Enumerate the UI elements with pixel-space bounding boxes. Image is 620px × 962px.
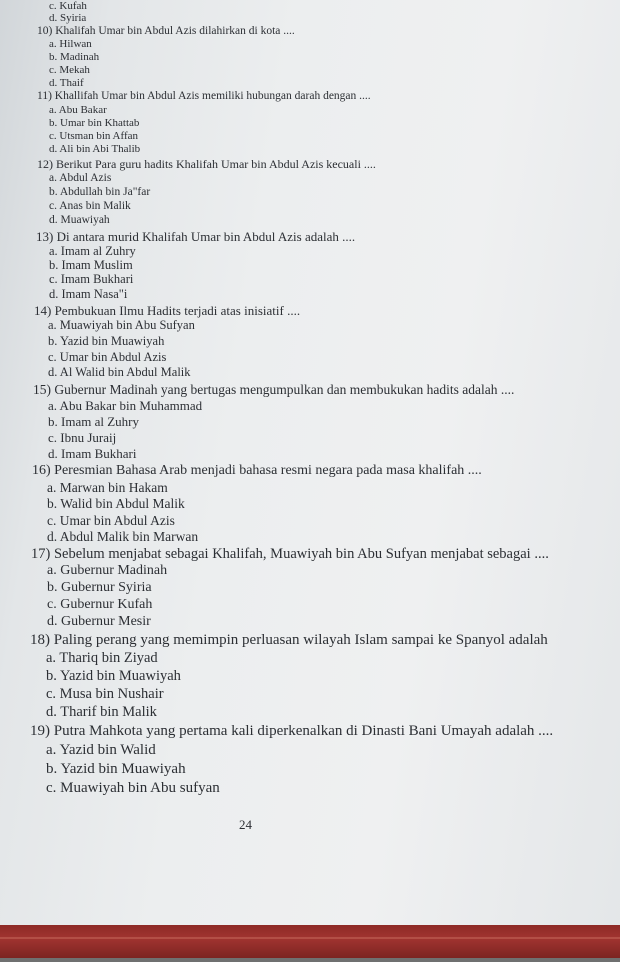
question-18: 18) Paling perang yang memimpin perluasan wilayah Islam sampai ke Spanyol adalah <box>30 632 548 648</box>
option-17c: c. Gubernur Kufah <box>46 597 153 612</box>
option-11c: c. Utsman bin Affan <box>48 130 139 142</box>
question-10: 10) Khalifah Umar bin Abdul Azis dilahirkan di kota .... <box>36 25 295 37</box>
background-floor <box>0 925 620 958</box>
option-18b: b. Yazid bin Muawiyah <box>46 668 181 684</box>
option-13a: a. Imam al Zuhry <box>48 244 136 258</box>
option-16c: c. Umar bin Abdul Azis <box>46 513 175 528</box>
option-9c: c. Kufah <box>49 0 87 12</box>
option-15a: a. Abu Bakar bin Muhammad <box>48 398 203 413</box>
option-17a: a. Gubernur Madinah <box>47 563 168 578</box>
question-12: 12) Berikut Para guru hadits Khalifah Umar bin Abdul Azis kecuali .... <box>37 157 376 171</box>
option-10d: d. Thaif <box>48 77 84 89</box>
option-15c: c. Ibnu Juraij <box>48 430 117 445</box>
question-13: 13) Di antara murid Khalifah Umar bin Abdul Azis adalah .... <box>36 229 356 244</box>
option-11b: b. Umar bin Khattab <box>48 117 140 129</box>
option-16d: d. Abdul Malik bin Marwan <box>47 529 199 544</box>
option-10b: b. Madinah <box>48 51 100 64</box>
option-12d: d. Muawiyah <box>49 214 110 226</box>
question-14: 14) Pembukuan Ilmu Hadits terjadi atas inisiatif .... <box>33 303 301 318</box>
option-19c: c. Muawiyah bin Abu sufyan <box>46 780 220 796</box>
option-15d: d. Imam Bukhari <box>47 446 137 461</box>
option-16b: b. Walid bin Abdul Malik <box>47 496 185 511</box>
option-11d: d. Ali bin Abi Thalib <box>49 143 141 155</box>
option-13d: d. Imam Nasa"i <box>48 287 128 301</box>
option-17d: d. Gubernur Mesir <box>47 614 151 629</box>
option-18a: a. Thariq bin Ziyad <box>45 650 158 666</box>
page-number: 24 <box>239 817 253 832</box>
option-11a: a. Abu Bakar <box>49 104 107 116</box>
option-13c: c. Imam Bukhari <box>48 272 134 286</box>
option-10c: c. Mekah <box>49 63 90 76</box>
option-12b: b. Abdullah bin Ja"far <box>48 186 151 198</box>
question-16: 16) Peresmian Bahasa Arab menjadi bahasa resmi negara pada masa khalifah .... <box>31 463 482 478</box>
option-18c: c. Musa bin Nushair <box>45 686 164 702</box>
question-15: 15) Gubernur Madinah yang bertugas mengumpulkan dan membukukan hadits adalah .... <box>32 382 515 397</box>
option-9d: d. Syiria <box>49 12 87 24</box>
option-13b: b. Imam Muslim <box>48 258 133 272</box>
option-12a: a. Abdul Azis <box>48 172 112 184</box>
option-14a: a. Muawiyah bin Abu Sufyan <box>48 318 195 332</box>
question-11: 11) Khallifah Umar bin Abdul Azis memiliki hubungan darah dengan .... <box>37 90 371 102</box>
option-12c: c. Anas bin Malik <box>49 200 131 212</box>
option-19a: a. Yazid bin Walid <box>46 742 156 758</box>
question-19: 19) Putra Mahkota yang pertama kali diperkenalkan di Dinasti Bani Umayah adalah .... <box>30 723 554 739</box>
option-10a: a. Hilwan <box>49 38 92 50</box>
option-17b: b. Gubernur Syiria <box>47 580 152 595</box>
option-14b: b. Yazid bin Muawiyah <box>48 334 165 348</box>
option-15b: b. Imam al Zuhry <box>47 414 139 429</box>
option-14d: d. Al Walid bin Abdul Malik <box>48 365 191 379</box>
option-19b: b. Yazid bin Muawiyah <box>46 761 186 777</box>
option-14c: c. Umar bin Abdul Azis <box>48 350 167 364</box>
option-18d: d. Tharif bin Malik <box>46 704 157 720</box>
question-17: 17) Sebelum menjabat sebagai Khalifah, Muawiyah bin Abu Sufyan menjabat sebagai .... <box>30 546 549 562</box>
option-16a: a. Marwan bin Hakam <box>47 480 168 495</box>
